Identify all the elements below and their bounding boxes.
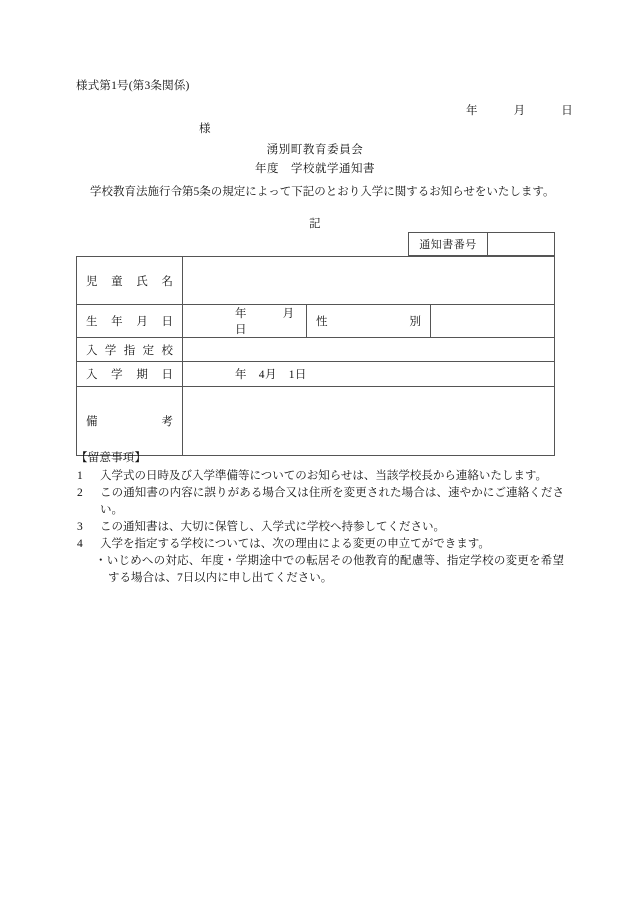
row-label-text: 性別 (316, 316, 421, 328)
form-number-label: 様式第1号(第3条関係) (76, 80, 190, 92)
table-row (77, 362, 555, 387)
row-label-remarks (77, 387, 183, 456)
row-value-designated-school[interactable] (183, 338, 555, 362)
addressee-honorific: 様 (199, 123, 211, 135)
table-row (77, 305, 555, 338)
table-row (77, 338, 555, 362)
note-number: 1 (77, 470, 83, 483)
row-label-text: 生年月日 (86, 316, 173, 328)
note-text: 入学式の日時及び入学準備等についてのお知らせは、当該学校長から連絡いたします。 (100, 470, 548, 483)
row-label-entry-date (77, 362, 183, 387)
note-number: 2 (77, 487, 83, 500)
row-value-remarks[interactable] (183, 387, 555, 456)
row-label-child-name (77, 257, 183, 305)
enrollment-form-table (76, 256, 555, 456)
row-value-birth-date[interactable]: 年 月 日 (183, 305, 307, 338)
note-item (76, 468, 564, 485)
note-item (76, 536, 564, 553)
issuing-authority: 湧別町教育委員会 (266, 144, 364, 156)
issue-date-line: 年 月 日 (466, 105, 574, 117)
table-row (77, 387, 555, 456)
lead-paragraph: 学校教育法施行令第5条の規定によって下記のとおり入学に関するお知らせをいたします。 (90, 186, 555, 198)
note-item (76, 485, 564, 519)
note-sub-item: ・いじめへの対応、年度・学期途中での転居その他教育的配慮等、指定学校の変更を希望する場合は、7日以内に申し出てください。 (95, 555, 564, 585)
notice-number-value[interactable] (488, 233, 554, 255)
row-label-text: 備考 (86, 416, 173, 428)
row-label-text: 児童氏名 (86, 275, 173, 288)
note-text: この通知書の内容に誤りがある場合又は住所を変更された場合は、速やかにご連絡ください。 (100, 487, 564, 517)
ki-marker: 記 (309, 218, 321, 230)
notice-number-box (408, 232, 555, 256)
notice-number-label: 通知書番号 (409, 233, 488, 255)
row-value-entry-date[interactable]: 年 4月 1日 (183, 362, 555, 387)
note-number: 4 (77, 538, 83, 551)
row-label-text: 入学期日 (86, 369, 173, 381)
notes-section (76, 450, 564, 587)
note-item (76, 519, 564, 536)
note-text: 入学を指定する学校については、次の理由による変更の申立てができます。 (100, 538, 490, 551)
row-label-designated-school (77, 338, 183, 362)
row-label-text: 入学指定校 (86, 344, 173, 357)
row-value-child-name[interactable] (183, 257, 555, 305)
note-number: 3 (77, 521, 83, 534)
row-label-birth-date (77, 305, 183, 338)
page-title: 年度 学校就学通知書 (255, 163, 375, 175)
notes-heading: 【留意事項】 (76, 452, 147, 464)
row-value-sex[interactable] (431, 305, 555, 338)
note-text: この通知書は、大切に保管し、入学式に学校へ持参してください。 (100, 521, 445, 534)
table-row (77, 257, 555, 305)
